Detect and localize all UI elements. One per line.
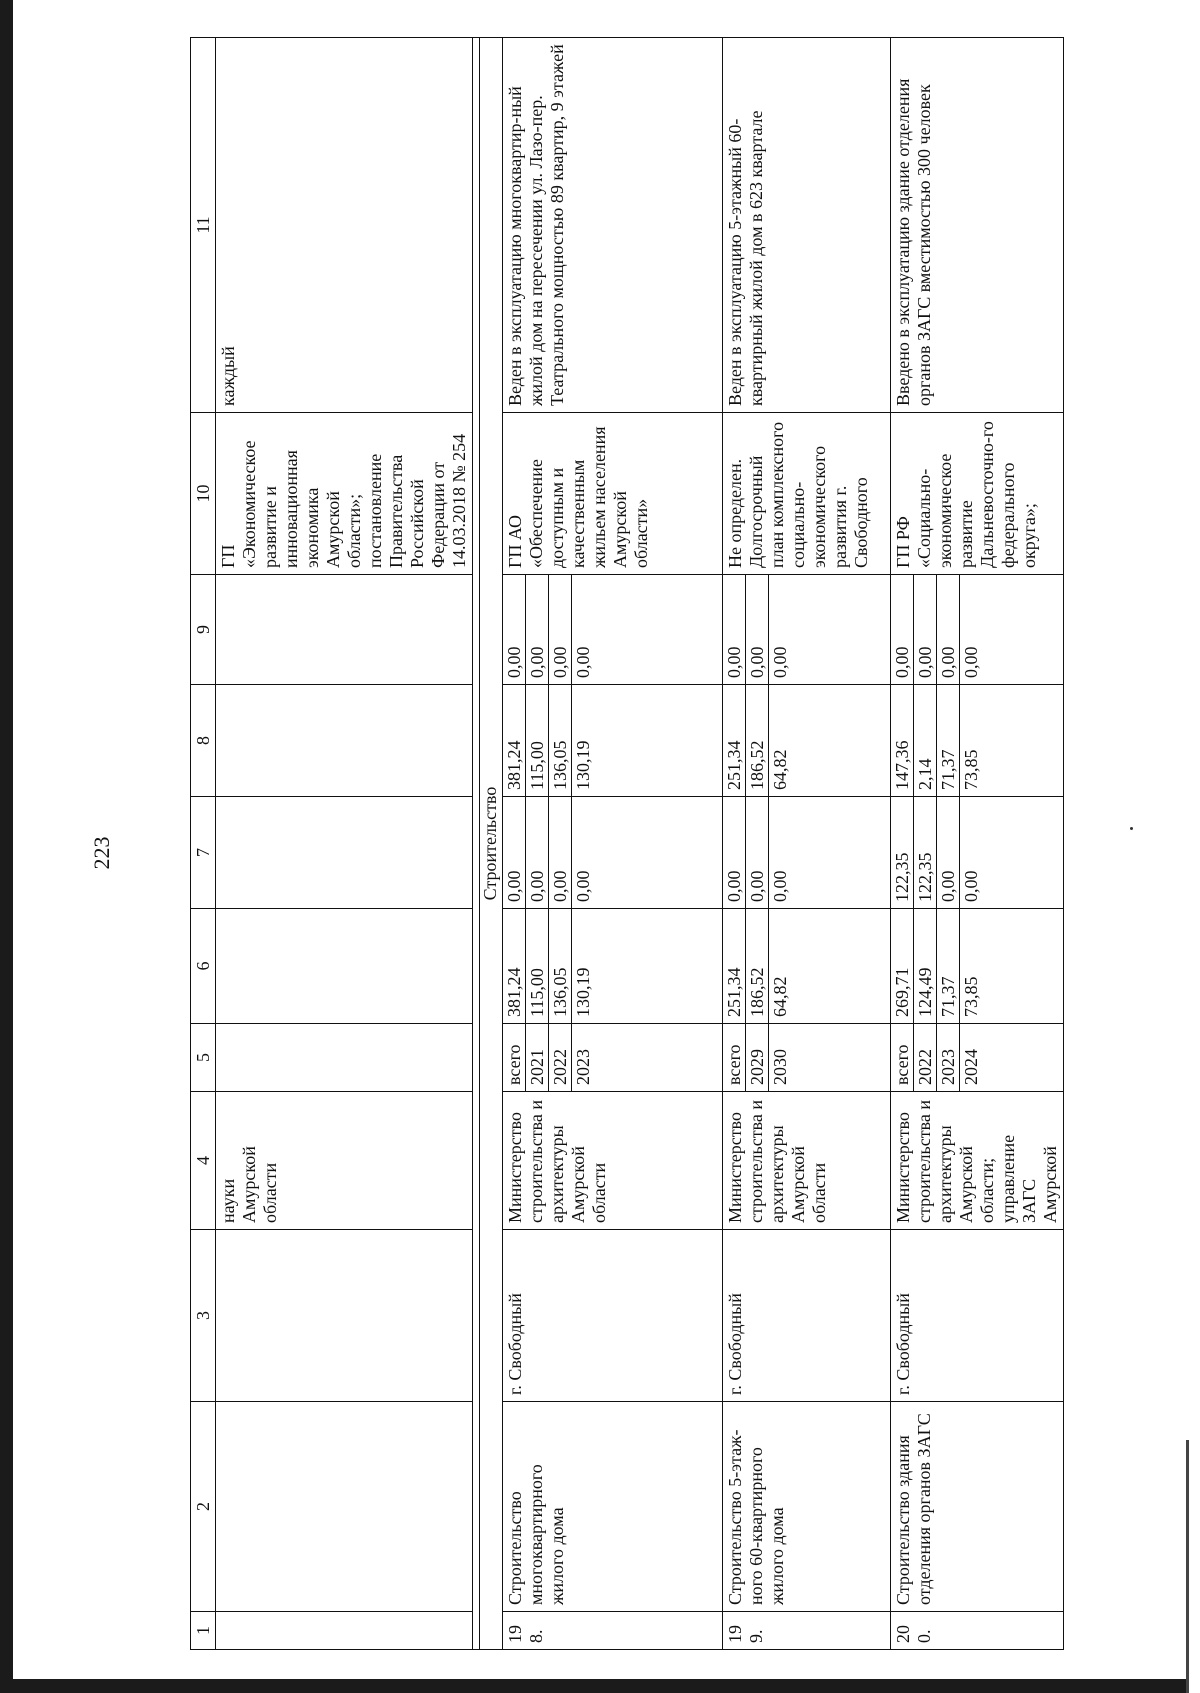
table-row [891,38,1064,1650]
total-cell: 251,34 186,52 64,82 [723,909,891,1024]
column-header: 9 [191,575,216,685]
table-row [723,38,891,1650]
regional-cell: 147,36 2,14 71,37 73,85 [891,685,1064,797]
continuation-result: каждый [216,38,473,413]
table-row [503,38,723,1650]
column-header: 1 [191,1612,216,1650]
other-cell: 0,00 0,00 0,00 0,00 [891,575,1064,685]
regional-cell: 251,34 186,52 64,82 [723,685,891,797]
continuation-row [216,38,473,1650]
other-cell: 0,00 0,00 0,00 0,00 [503,575,723,685]
object-location: г. Свободный [503,1230,723,1402]
federal-cell: 0,00 0,00 0,00 [723,797,891,909]
column-header: 5 [191,1024,216,1092]
row-number: 198. [503,1612,723,1650]
federal-cell: 0,00 0,00 0,00 0,00 [503,797,723,909]
continuation-responsible: науки Амурской области [216,1092,473,1230]
column-header: 8 [191,685,216,797]
program-reference: Не определен. Долгосрочный план комплексного социально-экономического развития г. Свободного [723,413,891,575]
object-name: Строительство многоквартирного жилого дома [503,1402,723,1612]
object-name: Строительство здания отделения органов ЗАГС [891,1402,1064,1612]
years-cell: всего 2022 2023 2024 [891,1024,1064,1092]
responsible-body: Министерство строительства и архитектуры Амурской области [503,1092,723,1230]
expected-result: Веден в эксплуатацию многоквартир-ный жилой дом на пересечении ул. Лазо-пер. Театрального мощностью 89 квартир, 9 этажей [503,38,723,413]
column-header: 6 [191,909,216,1024]
total-cell: 381,24 115,00 136,05 130,19 [503,909,723,1024]
column-header: 4 [191,1092,216,1230]
section-header-row [480,38,503,1650]
section-title: Строительство [480,38,503,1650]
years-cell: всего 2029 2030 [723,1024,891,1092]
federal-cell: 122,35 122,35 0,00 0,00 [891,797,1064,909]
program-table [190,37,1064,1650]
expected-result: Веден в эксплуатацию 5-этажный 60-квартирный жилой дом в 623 квартале [723,38,891,413]
total-cell: 269,71 124,49 71,37 73,85 [891,909,1064,1024]
scan-edge-bottom [0,1679,1186,1693]
column-header: 10 [191,413,216,575]
years-cell: всего 2021 2022 2023 [503,1024,723,1092]
table-gap [473,38,480,1650]
page-number: 223 [89,836,114,870]
rotated-page-content [190,38,1195,1650]
object-name: Строительство 5-этаж-ного 60-квартирного жилого дома [723,1402,891,1612]
responsible-body: Министерство строительства и архитектуры Амурской области; управление ЗАГС Амурской [891,1092,1064,1230]
continuation-program: ГП «Экономическое развитие и инновационная экономика Амурской области»; постановление Правительства Российской Федерации от 14.03.2018 № 254 [216,413,473,575]
responsible-body: Министерство строительства и архитектуры Амурской области [723,1092,891,1230]
program-reference: ГП РФ «Социально-экономическое развитие Дальневосточно-го федерального округа»; [891,413,1064,575]
column-header: 7 [191,797,216,909]
scan-edge-left [0,0,13,1682]
column-header: 2 [191,1402,216,1612]
expected-result: Введено в эксплуатацию здание отделения органов ЗАГС вместимостью 300 человек [891,38,1064,413]
row-number: 199. [723,1612,891,1650]
object-location: г. Свободный [891,1230,1064,1402]
regional-cell: 381,24 115,00 136,05 130,19 [503,685,723,797]
column-header: 3 [191,1230,216,1402]
column-header: 11 [191,38,216,413]
program-reference: ГП АО «Обеспечение доступным и качественным жильем населения Амурской области» [503,413,723,575]
row-number: 200. [891,1612,1064,1650]
other-cell: 0,00 0,00 0,00 [723,575,891,685]
object-location: г. Свободный [723,1230,891,1402]
column-number-row [191,38,216,1650]
